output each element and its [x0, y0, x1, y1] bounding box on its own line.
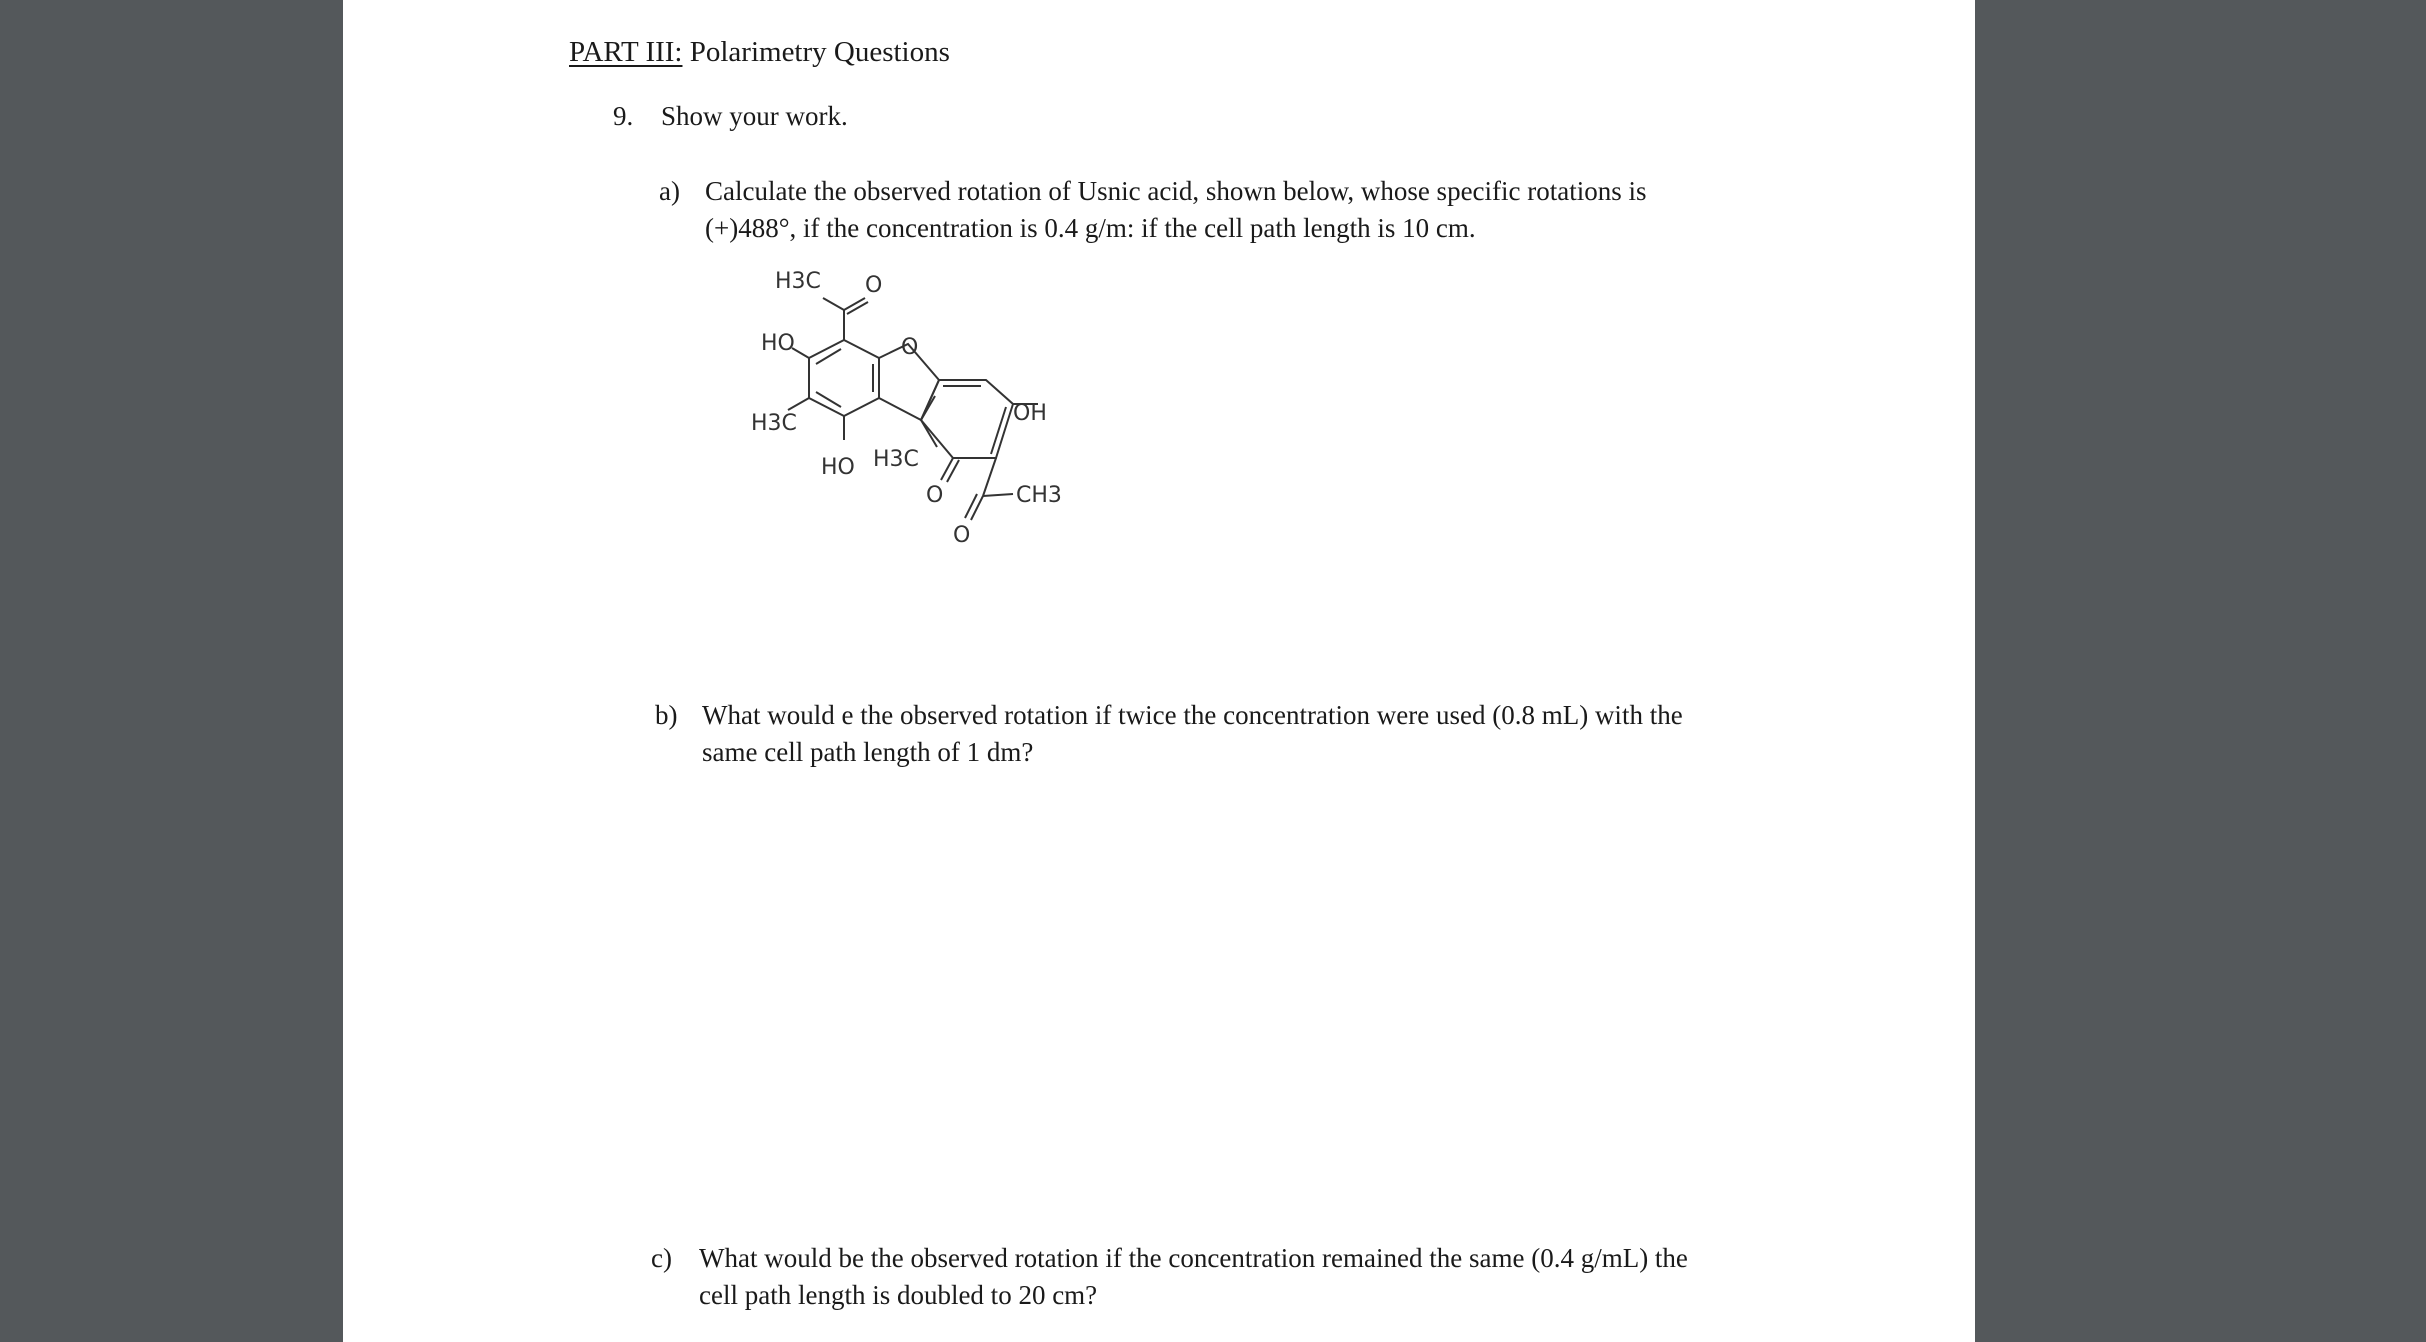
part-a-line-2: (+)488°, if the concentration is 0.4 g/m: if the cell path length is 10 cm. — [705, 213, 1476, 243]
label-o-top: O — [865, 273, 883, 298]
benzene-ring — [809, 340, 879, 416]
part-c-line-1: What would be the observed rotation if the concentration remained the same (0.4 g/mL) the — [699, 1243, 1688, 1273]
cyclohexadienone-ring — [921, 380, 1013, 458]
label-oh-right: OH — [1013, 401, 1047, 426]
label-h3c-top: H3C — [775, 269, 821, 294]
part-title: Polarimetry Questions — [682, 36, 950, 68]
section-heading — [569, 36, 950, 69]
part-b-line-1: What would e the observed rotation if twice the concentration were used (0.8 mL) with the — [702, 700, 1683, 730]
label-ch3-right: CH3 — [1016, 483, 1062, 508]
part-a-line-1: Calculate the observed rotation of Usnic acid, shown below, whose specific rotations is — [705, 176, 1647, 206]
document-page — [343, 0, 1975, 1342]
label-o-ring: O — [901, 335, 919, 360]
label-ho-left: HO — [761, 331, 795, 356]
question-instruction: Show your work. — [661, 101, 848, 131]
label-o-keto: O — [926, 483, 944, 508]
usnic-acid-structure — [713, 262, 1062, 552]
part-b-line-2: same cell path length of 1 dm? — [702, 737, 1034, 767]
part-a-letter: a) — [659, 176, 680, 206]
part-b-letter: b) — [655, 700, 678, 730]
label-h3c-mid: H3C — [873, 447, 919, 472]
question-number: 9. — [613, 101, 634, 131]
label-ho-bottom: HO — [821, 455, 855, 480]
part-c-letter: c) — [651, 1243, 672, 1273]
label-h3c-left: H3C — [751, 411, 797, 436]
label-o-bottom: O — [953, 523, 971, 548]
part-label: PART III: — [569, 36, 683, 68]
part-c-line-2: cell path length is doubled to 20 cm? — [699, 1280, 1098, 1310]
